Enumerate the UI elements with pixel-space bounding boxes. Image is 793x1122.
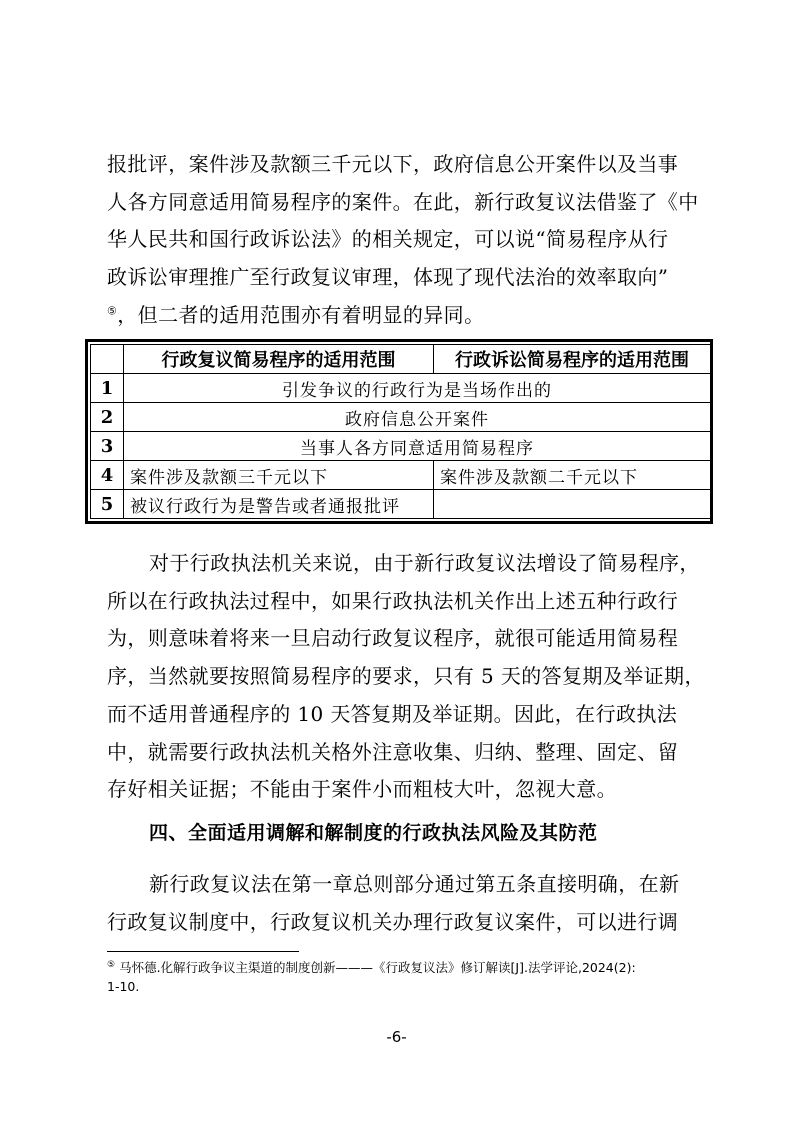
text-line: 政诉讼审理推广至行政复议审理，体现了现代法治的效率取向”: [107, 265, 669, 290]
text-line: 中，就需要行政执法机关格外注意收集、归纳、整理、固定、留: [107, 739, 679, 764]
row-number: 3: [91, 432, 124, 461]
table-cell: 案件涉及款额二千元以下: [434, 461, 711, 490]
text-line: 行政复议制度中，行政复议机关办理行政复议案件，可以进行调: [107, 909, 679, 934]
table-row: [91, 432, 711, 461]
row-number: 5: [91, 490, 124, 519]
text-line: 序，当然就要按照简易程序的要求，只有 5 天的答复期及举证期，: [107, 664, 705, 689]
footnote-marker: ⑤: [107, 959, 116, 970]
header-reconsideration-scope: 行政复议简易程序的适用范围: [124, 345, 434, 374]
footnote-separator: [107, 951, 299, 952]
footnote: [107, 958, 707, 996]
row-number: 2: [91, 403, 124, 432]
scope-comparison-table: [85, 339, 713, 524]
text-line: 所以在行政执法过程中，如果行政执法机关作出上述五种行政行: [107, 588, 679, 613]
footnote-reference[interactable]: ⑤: [107, 304, 118, 318]
table-cell: 被议行政行为是警告或者通报批评: [124, 490, 434, 519]
text-line: 而不适用普通程序的 10 天答复期及举证期。因此，在行政执法: [107, 701, 678, 726]
text-line: 人各方同意适用简易程序的案件。在此，新行政复议法借鉴了《中: [107, 189, 699, 214]
table-cell: 当事人各方同意适用简易程序: [124, 432, 711, 461]
text-line: 华人民共和国行政诉讼法》的相关规定，可以说“简易程序从行: [107, 227, 669, 252]
table-row: [91, 403, 711, 432]
paragraph-2: [107, 545, 705, 809]
row-number: 4: [91, 461, 124, 490]
table-row: [91, 461, 711, 490]
table-row: [91, 490, 711, 519]
paragraph-3: [107, 866, 697, 941]
paragraph-1: [107, 146, 697, 335]
text-line: 存好相关证据；不能由于案件小而粗枝大叶，忽视大意。: [107, 777, 617, 802]
text-line: 为，则意味着将来一旦启动行政复议程序，就很可能适用简易程: [107, 626, 679, 651]
text-line-tail: ，但二者的适用范围亦有着明显的异同。: [117, 302, 485, 327]
header-litigation-scope: 行政诉讼简易程序的适用范围: [434, 345, 711, 374]
footnote-text: 马怀德.化解行政争议主渠道的制度创新———《行政复议法》修订解读[J].法学评论,2024(2):: [119, 960, 636, 975]
footnote-text: 1-10.: [107, 979, 140, 994]
text-line: 报批评，案件涉及款额三千元以下，政府信息公开案件以及当事: [107, 152, 679, 176]
text-line: [107, 297, 697, 335]
page-number: -6-: [386, 1028, 407, 1046]
table-cell: 案件涉及款额三千元以下: [124, 461, 434, 490]
table-cell: 政府信息公开案件: [124, 403, 711, 432]
text-line: 对于行政执法机关来说，由于新行政复议法增设了简易程序，: [149, 551, 700, 575]
table-header-row: [91, 345, 711, 374]
table-row: [91, 374, 711, 403]
text-line: 新行政复议法在第一章总则部分通过第五条直接明确，在新: [149, 872, 680, 896]
table-cell: [434, 490, 711, 519]
table-cell: 引发争议的行政行为是当场作出的: [124, 374, 711, 403]
row-number: 1: [91, 374, 124, 403]
header-index: [91, 345, 124, 374]
section-heading: 四、全面适用调解和解制度的行政执法风险及其防范: [149, 822, 598, 844]
